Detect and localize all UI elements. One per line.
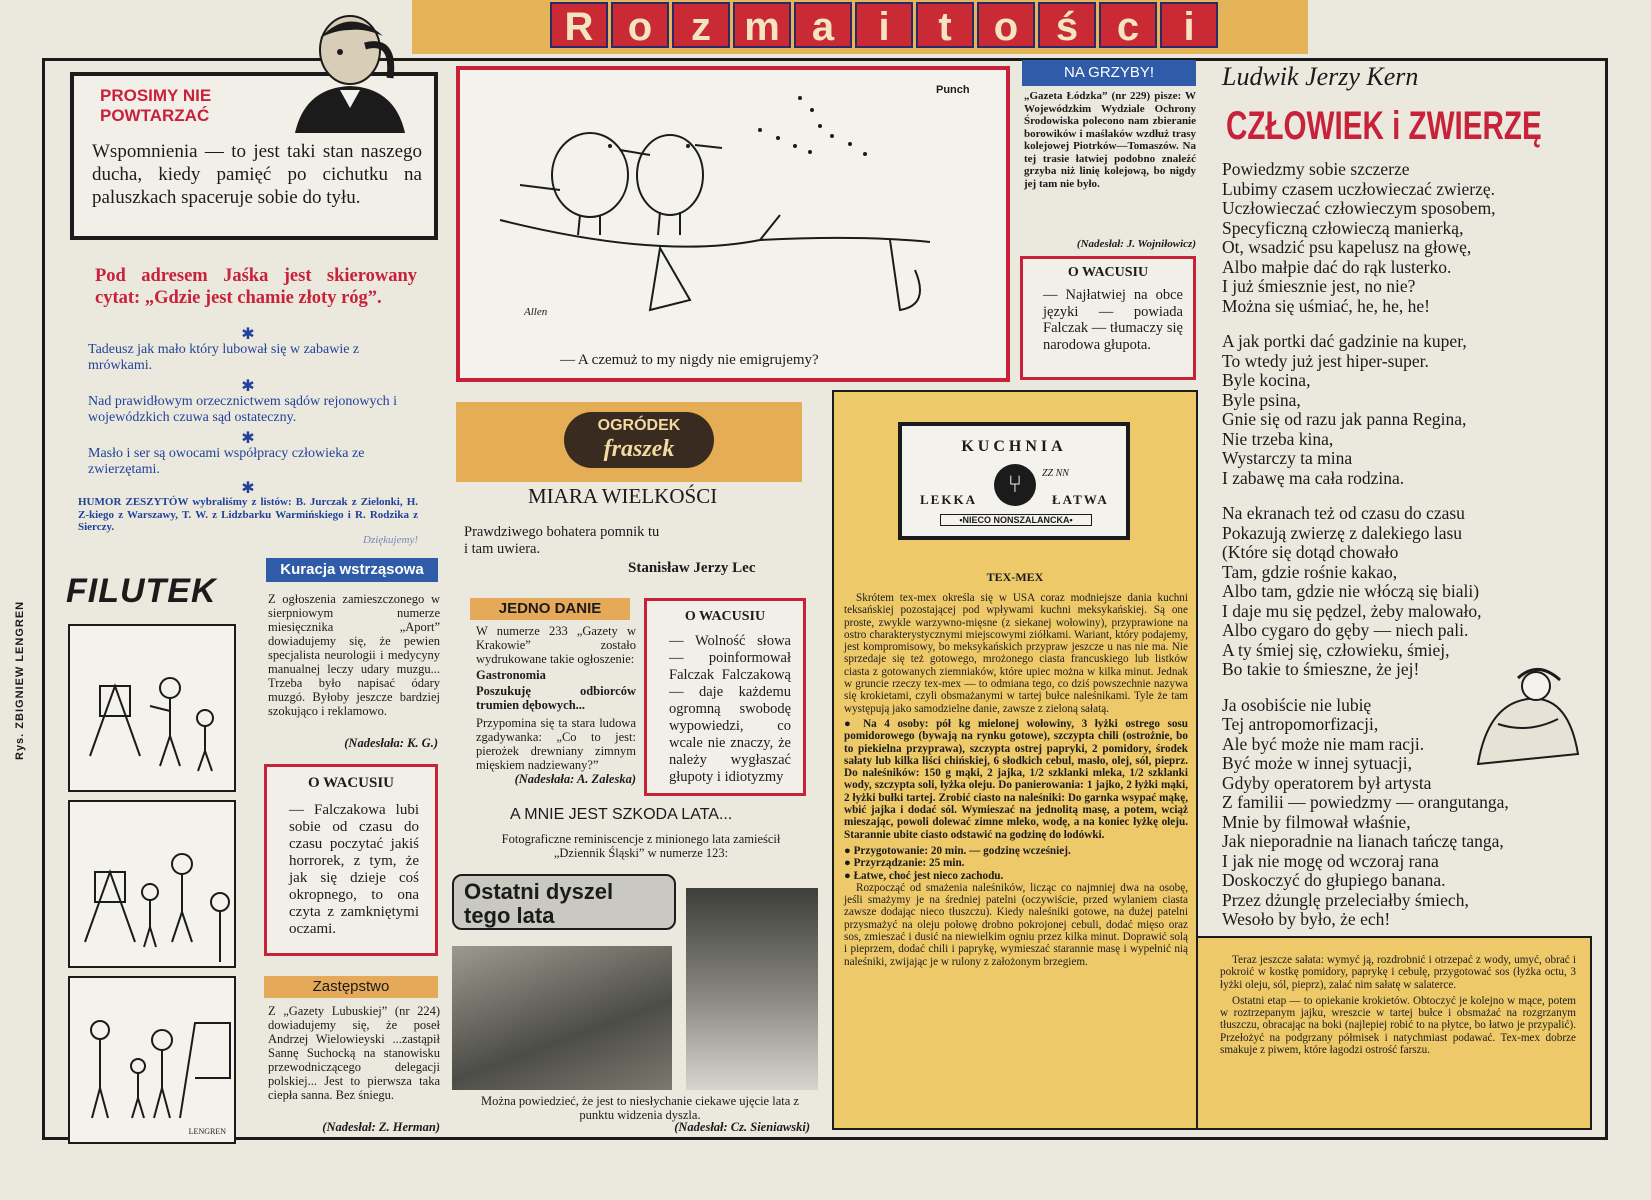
kuchnia-panel [832, 390, 1198, 1130]
zastepstwo-label: Zastępstwo [264, 976, 438, 998]
jedno-danie-credit: (Nadesłała: A. Zaleska) [514, 772, 636, 786]
cartoon-caption: — A czemuż to my nigdy nie emigrujemy? [560, 352, 819, 368]
title-letter: ś [1038, 2, 1096, 48]
kuchnia-logo [898, 422, 1130, 540]
dyszel-label-line1: Ostatni dyszel [464, 879, 614, 904]
woman-animal-illustration [1468, 664, 1588, 774]
szkoda-lata-credit: (Nadesłał: Cz. Sieniawski) [674, 1120, 810, 1134]
title-letter: o [611, 2, 669, 48]
dyszel-photo [452, 946, 672, 1090]
star-icon: ✱ [241, 378, 255, 395]
kuchnia-paragraph: Skrótem tex-mex określa się w USA coraz modniejsze dania kuchni teksańskiej pozostającej pod wpływami kuchni meksykańskiej. Są one proste, zwykle warzywno-mięsne (z siekanej wołowiny), przyprawione na ostro charakterystycznymi miejscowymi ziółkami. Wariant, który podajemy, jest kompromisowy, bo meksykańskich przypraw jeszcze u nas nie ma. Nie sprzedaje się też gotowego, mrożonego ciasta francuskiego lub listków ciasta z gotowanych ziemniaków, które upiec można w kilka minut. Jednak w gruncie rzeczy tex-mex — to odmiana tego, co dziś powszechnie nazywa się krokietami, czyli obsmażanymi w tartej bułce naleśnikami. Tyle że tam występują jako samodzielne danie, zawsze z zieloną sałatą. [844, 592, 1188, 715]
poem-stanza: Na ekranach też od czasu do czasu Pokazują zwierzę z dalekiego lasu (Które się dotąd chowało Tam, gdzie rośnie kakao, Albo tam, gdzie nie włóczą się biali) I daje mu się pędzel, żeby malowało, Albo cygaro do gęby — niech pali. A ty śmiej się, człowieku, śmiej, Bo takie to śmieszne, że jej! [1222, 503, 1482, 679]
poem-author: Ludwik Jerzy Kern [1222, 62, 1419, 91]
ogrodek-title: MIARA WIELKOŚCI [528, 484, 718, 508]
birds-cartoon-box [456, 66, 1010, 382]
humor-items [78, 328, 418, 546]
cartoon-signature: LENGREN [188, 1126, 226, 1136]
kuchnia-logo-top: KUCHNIA [961, 438, 1067, 455]
title-letter: a [794, 2, 852, 48]
side-credit: Rys. ZBIGNIEW LENGREN [14, 600, 26, 760]
ogrodek-banner [456, 402, 802, 482]
thinking-man-illustration [265, 8, 415, 133]
star-icon: ✱ [241, 326, 255, 343]
poem-stanza: Powiedzmy sobie szczerze Lubimy czasem uczłowieczać zwierzę. Uczłowieczać człowieczym sposobem, Specyficzną człowieczą manierką, Ot, wsadzić psu kapelusz na głowę, Albo małpie dać do rąk lusterko. I już śmiesznie jest, no nie? Można się uśmiać, he, he, he! [1222, 159, 1496, 316]
birds-cartoon-drawing [460, 70, 1006, 330]
kuchnia-bullet-text: Przygotowanie: 20 min. — godzinę wcześniej. [853, 844, 1071, 857]
jedno-danie-content [476, 624, 636, 786]
ogrodek-logo-line1: OGRÓDEK [597, 417, 681, 434]
humor-thanks: Dziękujemy! [363, 533, 418, 546]
prosimy-text: Wspomnienia — to jest taki stan naszego ducha, kiedy pamięć po cichutku na paluszkach spaceruje sobie do tyłu. [92, 141, 422, 208]
section-title [550, 2, 1218, 50]
kuchnia-body [844, 592, 1188, 968]
humor-item: Nad prawidłowym orzecznictwem sądów rejonowych i wojewódzkich czuwa sąd ostateczny. [88, 394, 398, 425]
wacusiu-title: O WACUSIU [308, 775, 394, 791]
star-icon: ✱ [241, 480, 255, 497]
poem-title: CZŁOWIEK i ZWIERZĘ [1226, 104, 1542, 148]
jedno-danie-label: JEDNO DANIE [470, 598, 630, 620]
kuchnia-ingredients: ● Na 4 osoby: pół kg mielonej wołowiny, 3 łyżki ostrego sosu pomidorowego (bywają na rynku gotowe), szczypta chili (ostrożnie, bo to piekielna przyprawa), szczypta ostrej papryki, 2 pomidory, środek sałaty lub kilka liści chińskiej, 6 słodkich cebul, masło, olej, sól, pieprz. Do naleśników: 150 g mąki, 2 jajka, 1/2 szklanki mleka, 1/2 szklanki wody, szczypta soli, łyżka oleju. Do panierowania: 1 jajko, 2 łyżki mąki, 2 łyżki bułki tartej. Zrobić ciasto na naleśniki: Do garnka wsypać mąkę, wbić jajka i dodać sól. Wymieszać na jednolitą masę, a potem, wciąż mieszając, powoli dolewać zimne mleko, wodę, a na koniec łyżkę oleju. Starannie ubite ciasto odstawić na godzinę do lodówki. [844, 717, 1188, 841]
title-letter: o [977, 2, 1035, 48]
kuchnia-bullet-text: Łatwe, choć jest nieco zachodu. [853, 869, 1004, 882]
jedno-danie-bold1: Gastronomia [476, 668, 546, 682]
filutek-panel-3 [68, 976, 236, 1144]
kuchnia-paragraph: Ostatni etap — to opiekanie krokietów. Obtoczyć je kolejno w mące, potem w roztrzepanym jajku, wreszcie w tartej bułce i obsmażać na rozgrzanym tłuszczu, obracając na boki (najlepiej robić to na płytce, bo łatwo je przypalić). Przełożyć na podgrzany półmisek i natychmiast podawać. Tex-mex dobrze smakuje z piwem, które łagodzi ostrość farszu. [1220, 994, 1576, 1057]
cartoon-signature: Punch [936, 84, 970, 96]
zastepstwo-text: Z „Gazety Lubuskiej” (nr 224) dowiadujemy się, że poseł Andrzej Wielowieyski ...zastąpił Sannę Suchocką na stanowisku przewodniczącego delegacji polskiej... Jest to pierwsza taka ciepła sanna. Bez śniegu. [268, 1004, 440, 1102]
grzyby-credit: (Nadesłał: J. Wojniłowicz) [1076, 238, 1196, 250]
jedno-danie-text1: W numerze 233 „Gazety w Krakowie” zostało wydrukowane takie ogłoszenie: [476, 624, 636, 666]
poem-stanza: Ja osobiście nie lubię Tej antropomorfizacji, Ale być może nie mam racji. Być może w innej sytuacji, Gdyby operatorem był artysta Z familii — powiedzmy — orangutanga, Mnie by filmował właśnie, Jak nieporadnie na lianach tańczę tanga, I jak nie mogę od wczoraj rana Doskoczyć do głupiego banana. Przez dżunglę przeleciałby śmiech, Wesoło by było, że ech! [1222, 694, 1509, 929]
kuracja-text: Z ogłoszenia zamieszczonego w sierpniowym numerze miesięcznika „Aport” dowiadujemy się, że pewien specjalista neurologii i medycyny manualnej leczy udary muzgu... Trzeba było napisać ódary muzgó. Byłoby jeszcze bardziej szokująco i reklamowo. [268, 592, 440, 718]
kuchnia-logo-small: ZZ NN [1042, 468, 1069, 479]
title-letter: i [855, 2, 913, 48]
wacusiu-box-2 [1020, 256, 1196, 380]
zastepstwo-credit: (Nadesłał: Z. Herman) [322, 1120, 440, 1134]
kuchnia-logo-right: ŁATWA [1052, 492, 1109, 507]
kuchnia-logo-bottom: •NIECO NONSZALANCKA• [940, 514, 1092, 526]
szkoda-lata-title: A MNIE JEST SZKODA LATA... [510, 806, 733, 823]
wacusiu-title: O WACUSIU [1067, 265, 1149, 280]
prosimy-title-line2: POWTARZAĆ [100, 106, 210, 125]
kuchnia-title: TEX-MEX [986, 570, 1044, 584]
grzyby-label: NA GRZYBY! [1022, 60, 1196, 86]
filutek-panel-1 [68, 624, 236, 792]
kuchnia-logo-left: LEKKA [920, 492, 977, 507]
kuchnia-paragraph: Rozpocząć od smażenia naleśników, licząc co najmniej dwa na osobę, jeśli smażymy je na średniej patelni (oczywiście, przed wylaniem ciasta zawsze dodając nieco tłuszczu). Kiedy naleśniki gotowe, na dużej patelni przysmażyć na oleju połowę drobno pokrojonej cebuli, dodać mięso oraz sos, zmieszać i dusić na niewielkim ogniu przez kilka minut. Doprawić solą i pieprzem, dodać chili i paprykę, wymieszać starannie masę i wypełnić nią naleśniki, zwijając je w rulony z założonym brzegiem. [844, 881, 1188, 968]
dyszel-label-line2: tego lata [464, 903, 555, 928]
jedno-danie-bold2: Poszukuję odbiorców trumien dębowych... [476, 684, 636, 712]
kuchnia-bullet: ● Przyrządzanie: 25 min. [844, 857, 965, 870]
kuracja-label: Kuracja wstrząsowa [266, 558, 438, 582]
prosimy-title [100, 86, 211, 126]
dyszel-photo-label [452, 874, 676, 930]
wacusiu-box-3 [644, 598, 806, 796]
filutek-panel-2 [68, 800, 236, 968]
poem-body [1222, 160, 1594, 930]
cartoon-artist: Allen [524, 306, 548, 318]
filutek-drawing-1 [70, 626, 234, 790]
title-letter: t [916, 2, 974, 48]
humor-sources: HUMOR ZESZYTÓW wybraliśmy z listów: B. Jurczak z Zielonki, H. Z-kiego z Warszawy, T. W. z Lidzbarku Warmińskiego i R. Rodzika z Sierczy. [78, 496, 418, 533]
humor-item: Masło i ser są owocami współpracy człowieka ze zwierzętami. [88, 446, 365, 477]
title-letter: m [733, 2, 791, 48]
ogrodek-author: Stanisław Jerzy Lec [628, 560, 756, 576]
ogrodek-logo [564, 412, 714, 468]
kuchnia-paragraph: Teraz jeszcze sałata: wymyć ją, rozdrobnić i otrzepać z wody, umyć, obrać i pokroić w kostkę pomidory, paprykę i cebulę, przygotować sos (łyżka octu, 3 łyżki oleju, sól, pieprz), zalać nim sałatę w salaterce. [1220, 954, 1576, 991]
szkoda-lata-caption: Można powiedzieć, że jest to niesłychanie ciekawe ujęcie lata z punktu widzenia dyszla. [481, 1094, 799, 1122]
ogrodek-logo-line2: fraszek [603, 436, 675, 462]
prosimy-title-line1: PROSIMY NIE [100, 86, 212, 105]
title-letter: R [550, 2, 608, 48]
kuracja-credit: (Nadesłała: K. G.) [344, 736, 438, 750]
wacusiu-text: — Wolność słowa — poinformował Falczak Falczakową — daje każdemu ogromną swobodę wypowiedzi, co wcale nie znaczy, że należy wygłaszać głupoty i idiotyzmy [669, 633, 791, 785]
wacusiu-box-1 [264, 764, 438, 956]
jasiek-quote: Pod adresem Jaśka jest skierowany cytat: „Gdzie jest chamie złoty róg”. [95, 266, 417, 308]
title-letter: i [1160, 2, 1218, 48]
humor-item: Tadeusz jak mało który lubował się w zabawie z mrówkami. [88, 342, 360, 373]
wacusiu-title: O WACUSIU [684, 609, 766, 624]
woman-photo [686, 888, 818, 1090]
filutek-drawing-3 [70, 978, 234, 1142]
star-icon: ✱ [241, 430, 255, 447]
grzyby-text: „Gazeta Łódzka” (nr 229) pisze: W Wojewódzkim Wydziale Ochrony Środowiska polecono nam zbieranie borowików i maślaków wzdłuż trasy kolejowej Piotrków—Tomaszów. Na tej trasie łatwiej podobno znaleźć grzyba niż linię kolejową, bo nigdy jej tam nie było. [1024, 90, 1196, 190]
fork-knife-icon: ⑂ [994, 464, 1036, 506]
title-letter: z [672, 2, 730, 48]
kuchnia-bullet: ● Łatwe, choć jest nieco zachodu. [844, 869, 1004, 882]
kuchnia-bullet-text: Przyrządzanie: 25 min. [853, 857, 965, 870]
title-letter: c [1099, 2, 1157, 48]
kuchnia-panel-extension [1198, 936, 1592, 1130]
szkoda-lata-intro: Fotograficzne reminiscencje z minionego lata zamieścił „Dziennik Śląski” w numerze 123: [501, 832, 781, 860]
kuchnia-bullet: ● Przygotowanie: 20 min. — godzinę wcześniej. [844, 844, 1071, 857]
filutek-drawing-2 [70, 802, 234, 966]
ogrodek-text: Prawdziwego bohatera pomnik tu i tam uwiera. [464, 524, 660, 557]
jedno-danie-text2: Przypomina się ta stara ludowa zgadywanka: „Co to jest: pierożek drewniany zimnym mięskiem nadziewany?” [476, 716, 636, 772]
wacusiu-text: — Najłatwiej na obce języki — powiada Falczak — tłumaczy się narodowa głupota. [1043, 287, 1183, 353]
wacusiu-text: — Falczakowa lubi sobie od czasu do czasu poczytać jakiś horrorek, z tym, że jak się dzieje coś okropnego, to ona czyta z zamkniętymi oczami. [289, 802, 419, 937]
filutek-title: FILUTEK [66, 572, 217, 610]
poem-stanza: A jak portki dać gadzinie na kuper, To wtedy już jest hiper-super. Byle kocina, Byle psina, Gnie się od razu jak panna Regina, Nie trzeba kina, Wystarczy ta mina I zabawę ma cała rodzina. [1222, 331, 1467, 488]
